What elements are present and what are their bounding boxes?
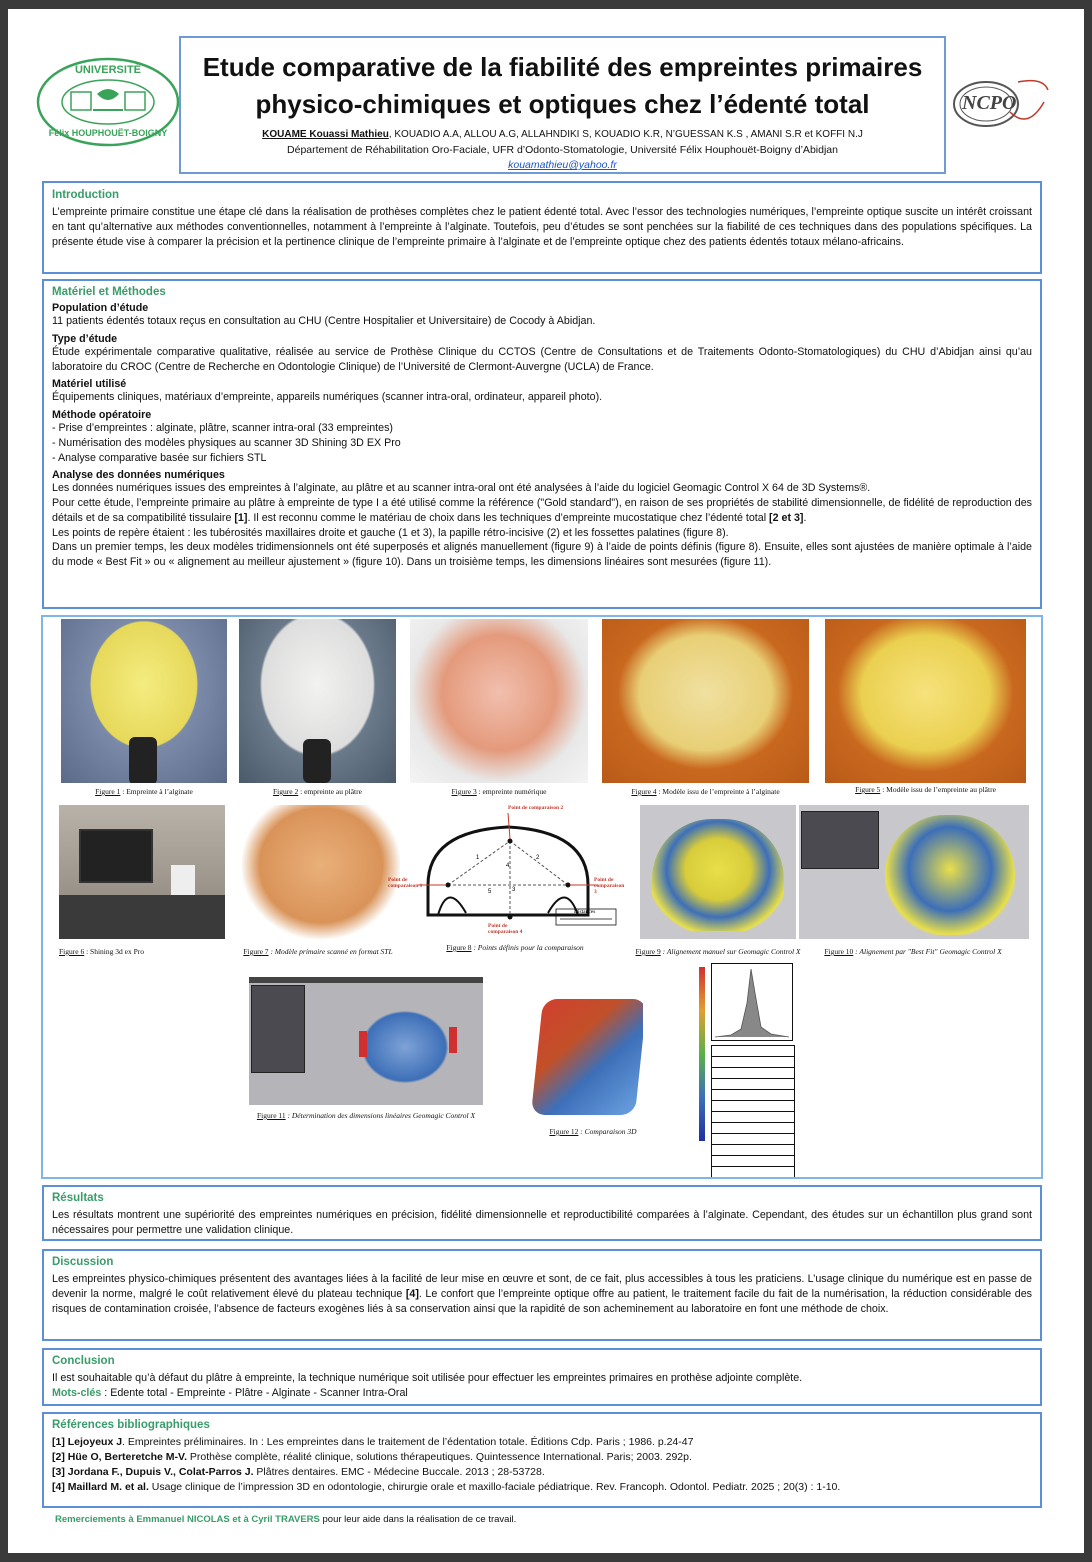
diagram-distances-legend: Distances	[574, 909, 596, 915]
citation-1: [1]	[234, 511, 248, 524]
figure-10-caption	[813, 947, 1013, 956]
figure-label: Figure 8	[446, 943, 472, 952]
email-link[interactable]: kouamathieu@yahoo.fr	[508, 159, 617, 171]
figure-caption-text: : Modèle issu de l’empreinte au plâtre	[880, 785, 996, 794]
figure-5-image	[825, 619, 1026, 783]
figure-label: Figure 11	[256, 1111, 286, 1120]
figure-label: Figure 4	[631, 787, 657, 796]
operative-item: - Prise d’empreintes : alginate, plâtre, scanner intra-oral (33 empreintes)	[52, 422, 393, 435]
figure-11-image	[249, 977, 483, 1105]
keywords-text: : Edente total - Empreinte - Plâtre - Alginate - Scanner Intra-Oral	[101, 1386, 408, 1399]
figure-4-image	[602, 619, 809, 783]
reference-author: Jordana F., Dupuis V., Colat-Parros J.	[67, 1465, 254, 1478]
figure-caption-text: : Alignement manuel sur Geomagic Control X	[660, 947, 801, 956]
reference-text: Plâtres dentaires. EMC - Médecine Buccale. 2013 ; 28-53728.	[253, 1465, 545, 1478]
results-section	[42, 1185, 1042, 1241]
figure-7-image	[242, 805, 400, 939]
ncpo-logo-text: NCPO	[962, 92, 1017, 114]
material-title: Matériel utilisé	[52, 378, 127, 391]
figure-caption-text: : Empreinte à l’alginate	[120, 787, 193, 796]
operative-list	[52, 421, 1032, 465]
discussion-text-part: Les empreintes physico-chimiques présentent des avantages liées à la facilité de leur mise en œuvre et sont, de ce fait, plus accessibles à tous les praticiens. L’usage clinique du numérique est en passe de devenir la norme, malgré le coût relativement élevé du plateau technique	[52, 1273, 1032, 1300]
conclusion-text: Il est souhaitable qu’à défaut du plâtre à empreinte, la technique numérique soit utilisée pour effectuer les empreintes primaires en prothèse adjointe complète.	[52, 1372, 803, 1384]
keywords-label: Mots-clés	[52, 1386, 102, 1399]
reference-number: [4]	[52, 1480, 65, 1493]
introduction-text: L’empreinte primaire constitue une étape clé dans la réalisation de prothèses complètes chez le patient édenté total. Avec l’essor des technologies numériques, l’empreinte optique suscite un intérêt croissant en tant qu’alternative aux méthodes conventionnelles, notamment à l’empreinte à l’alginate. Toutefois, peu d’études se sont penchées sur la fiabilité de ces techniques dans des populations spécifiques. La présente étude vise à comparer la précision et la pertinence clinique de l’empreinte primaire à l’alginate et de l’empreinte optique chez des patients édentés totaux mélano-africains.	[52, 206, 1032, 248]
population-title: Population d’étude	[52, 302, 149, 314]
keywords-line	[52, 1386, 1032, 1401]
coauthors: , KOUADIO A.A, ALLOU A.G, ALLAHNDIKI S, KOUADIO K.R, N’GUESSAN K.S , AMANI S.R et KOFFI N.J	[388, 129, 863, 140]
conclusion-section	[42, 1348, 1042, 1406]
analysis-p1: Les données numériques issues des empreintes à l’alginate, au plâtre et au scanner intra-oral ont été analysées à l’aide du logiciel Geomagic Control X 64 de 3D Systems®.	[52, 482, 871, 495]
population-text: 11 patients édentés totaux reçus en consultation au CHU (Centre Hospitalier et Universitaire) de Cocody à Abidjan.	[52, 315, 596, 327]
figure-6-caption	[59, 947, 169, 956]
reference-number: [3]	[52, 1465, 65, 1478]
results-text: Les résultats montrent une supériorité des empreintes numériques en précision, fidélité dimensionnelle et reproductibilité comparées à l’alginate. Cependant, des études sur un échantillon plus grand sont nécessaires pour permettre une validation clinique.	[52, 1209, 1032, 1236]
introduction-title: Introduction	[52, 189, 120, 201]
diagram-point-3: Point de comparaison 3	[594, 877, 625, 895]
figure-8-caption	[435, 943, 595, 952]
lead-author: KOUAME Kouassi Mathieu	[262, 129, 389, 140]
conclusion-title: Conclusion	[52, 1355, 115, 1367]
affiliation: Département de Réhabilitation Oro-Faciale, UFR d’Odonto-Stomatologie, Université Félix Houphouët-Boigny d’Abidjan	[287, 144, 838, 156]
diagram-point-2: Point de comparaison 2	[508, 805, 564, 811]
histogram-panel	[697, 963, 795, 1177]
reference-text: . Empreintes préliminaires. In : Les empreintes dans le traitement de l’édentation totale. Éditions Cdp. Paris ; 1986. p.24-47	[122, 1436, 694, 1448]
diagram-number-5: 5	[488, 889, 492, 895]
diagram-point-1: Point de comparaison 1	[388, 877, 423, 889]
figure-11-caption	[249, 1111, 483, 1120]
figure-caption-text: : empreinte numérique	[476, 787, 547, 796]
analysis-p2-text: Pour cette étude, l’empreinte primaire au plâtre à empreinte de type I a été utilisé comme la référence ("Gold standard"), en raison de ses propriétés de stabilité dimensionnelle, de fidélité de reproduction des détails et de sa compatibilité tissulaire	[52, 497, 1032, 524]
reference-author: Lejoyeux J	[67, 1436, 123, 1448]
figure-6-image	[59, 805, 225, 939]
logo-bottom-text: Félix HOUPHOUËT-BOIGNY	[48, 128, 168, 138]
figure-3-caption	[410, 787, 588, 796]
operative-item: - Analyse comparative basée sur fichiers STL	[52, 451, 267, 464]
introduction-section	[42, 181, 1042, 274]
logo-top-text: UNIVERSITÉ	[74, 64, 141, 76]
figure-caption-text: : Comparaison 3D	[578, 1127, 637, 1136]
analysis-p3: Les points de repère étaient : les tubérosités maxillaires droite et gauche (1 et 3), la papille rétro-incisive (2) et les fossettes palatines (figure 8).	[52, 526, 729, 539]
figure-caption-text: : Shining 3d ex Pro	[84, 947, 145, 956]
reference-item	[52, 1435, 1032, 1450]
reference-item	[52, 1450, 1032, 1465]
figure-label: Figure 5	[855, 785, 881, 794]
figure-caption-text: : Détermination des dimensions linéaires Geomagic Control X	[285, 1111, 476, 1120]
figure-caption-text: : Alignement par "Best Fit" Geomagic Control X	[853, 947, 1002, 956]
discussion-text-part: . Le confort que l’empreinte optique offre au patient, le traitement facile du fait de la numérisation, la réduction considérable des risques de contamination croisée, l’absence de facteurs exogènes liés à sa conservation ainsi que la rapidité de son acheminement au laboratoire en font une méthode de choix.	[52, 1287, 1032, 1315]
figure-5-caption	[825, 785, 1026, 794]
operative-title: Méthode opératoire	[52, 409, 152, 422]
methods-section	[42, 279, 1042, 609]
type-title: Type d’étude	[52, 332, 118, 345]
references-title: Références bibliographiques	[52, 1419, 210, 1431]
figure-12-caption	[533, 1127, 653, 1136]
analysis-p4: Dans un premier temps, les deux modèles tridimensionnels ont été superposés et alignés manuellement (figure 9) à l’aide de points définis (figure 8). Ensuite, elles sont ajustées de manière optimale à l’aide du mode « Best Fit » ou « alignement au meilleur ajustement » (figure 10). Dans un troisième temps, les dimensions linéaires sont mesurées (figure 11).	[52, 541, 1032, 569]
reference-text: Prothèse complète, réalité clinique, solutions thérapeutiques. Quintessence International. Paris; 2003. 292p.	[187, 1450, 692, 1463]
figure-8-diagram	[388, 805, 628, 941]
authors-line	[181, 129, 944, 140]
diagram-number-4: 4	[506, 863, 510, 869]
reference-author: Maillard M. et al.	[67, 1480, 149, 1493]
figure-12-image	[531, 995, 643, 1117]
figure-1-image	[61, 619, 227, 783]
material-text: Équipements cliniques, matériaux d’empreinte, appareils numériques (scanner intra-oral, ordinateur, appareil photo).	[52, 391, 603, 404]
analysis-p2-text: .	[803, 511, 807, 524]
figure-label: Figure 3	[451, 787, 477, 796]
analysis-p2-text: . Il est reconnu comme le matériau de choix dans les techniques d’empreinte mucostatique chez l’édenté total	[247, 511, 770, 524]
reference-author: Hüe O, Berteretche M-V.	[67, 1450, 187, 1463]
poster-page	[8, 9, 1084, 1553]
reference-number: [2]	[52, 1450, 65, 1463]
discussion-title: Discussion	[52, 1256, 114, 1268]
figure-1-caption	[61, 787, 227, 796]
figure-label: Figure 1	[95, 787, 121, 796]
citation-4: [4]	[405, 1287, 419, 1300]
figure-label: Figure 12	[549, 1127, 579, 1136]
reference-item	[52, 1465, 1032, 1480]
figure-caption-text: : empreinte au plâtre	[298, 787, 362, 796]
figure-10-image	[799, 805, 1029, 939]
figure-caption-text: : Points définis pour la comparaison	[471, 943, 584, 952]
reference-text: Usage clinique de l’impression 3D en odontologie, chirurgie orale et maxillo-faciale pédiatrique. Rev. Francoph. Odontol. Pediatr. 2025 ; 20(3) : 1-10.	[148, 1480, 841, 1493]
figure-3-image	[410, 619, 588, 783]
acknowledgement	[55, 1514, 516, 1525]
analysis-title: Analyse des données numériques	[52, 469, 225, 482]
university-logo	[35, 56, 181, 148]
reference-item	[52, 1480, 1032, 1495]
citation-2-3: [2 et 3]	[769, 511, 804, 524]
figure-label: Figure 9	[635, 947, 661, 956]
figure-9-caption	[623, 947, 813, 956]
acknowledgement-text: pour leur aide dans la réalisation de ce travail.	[319, 1514, 517, 1525]
references-section	[42, 1412, 1042, 1508]
diagram-point-4: Point de comparaison 4	[488, 923, 523, 935]
figure-9-image	[640, 805, 796, 939]
results-title: Résultats	[52, 1192, 104, 1204]
analysis-p2	[52, 496, 1032, 526]
diagram-number-3: 3	[512, 887, 516, 893]
reference-number: [1]	[52, 1436, 65, 1448]
figure-2-image	[239, 619, 396, 783]
figure-label: Figure 2	[273, 787, 299, 796]
title-box	[179, 36, 946, 174]
figure-label: Figure 7	[243, 947, 269, 956]
acknowledgement-names: Remerciements à Emmanuel NICOLAS et à Cyril TRAVERS	[55, 1514, 320, 1525]
figure-4-caption	[602, 787, 809, 796]
figure-label: Figure 10	[824, 947, 854, 956]
figures-panel	[41, 615, 1043, 1179]
figure-2-caption	[239, 787, 396, 796]
figure-7-caption	[233, 947, 403, 956]
diagram-number-1: 1	[476, 855, 480, 861]
discussion-section	[42, 1249, 1042, 1341]
discussion-text	[52, 1272, 1032, 1316]
methods-title: Matériel et Méthodes	[52, 286, 166, 298]
poster-title-line1: Etude comparative de la fiabilité des empreintes primaires	[202, 52, 923, 82]
figure-caption-text: : Modèle primaire scanné en format STL	[268, 947, 393, 956]
ncpo-logo	[948, 72, 1058, 134]
figure-label: Figure 6	[59, 947, 85, 956]
diagram-number-2: 2	[536, 855, 540, 861]
operative-item: - Numérisation des modèles physiques au scanner 3D Shining 3D EX Pro	[52, 436, 401, 449]
figure-caption-text: : Modèle issu de l’empreinte à l’alginate	[656, 787, 780, 796]
poster-title-line2: physico-chimiques et optiques chez l’édenté total	[255, 89, 870, 119]
type-text: Étude expérimentale comparative qualitative, réalisée au service de Prothèse Clinique du CCTOS (Centre de Consultations et de Traitements Odonto-Stomatologiques) du CHU d’Abidjan ainsi qu’au laboratoire du CROC (Centre de Recherche en Odontologie Clinique) de l’Université de Clermont-Auvergne (UCLA) de France.	[52, 345, 1032, 373]
